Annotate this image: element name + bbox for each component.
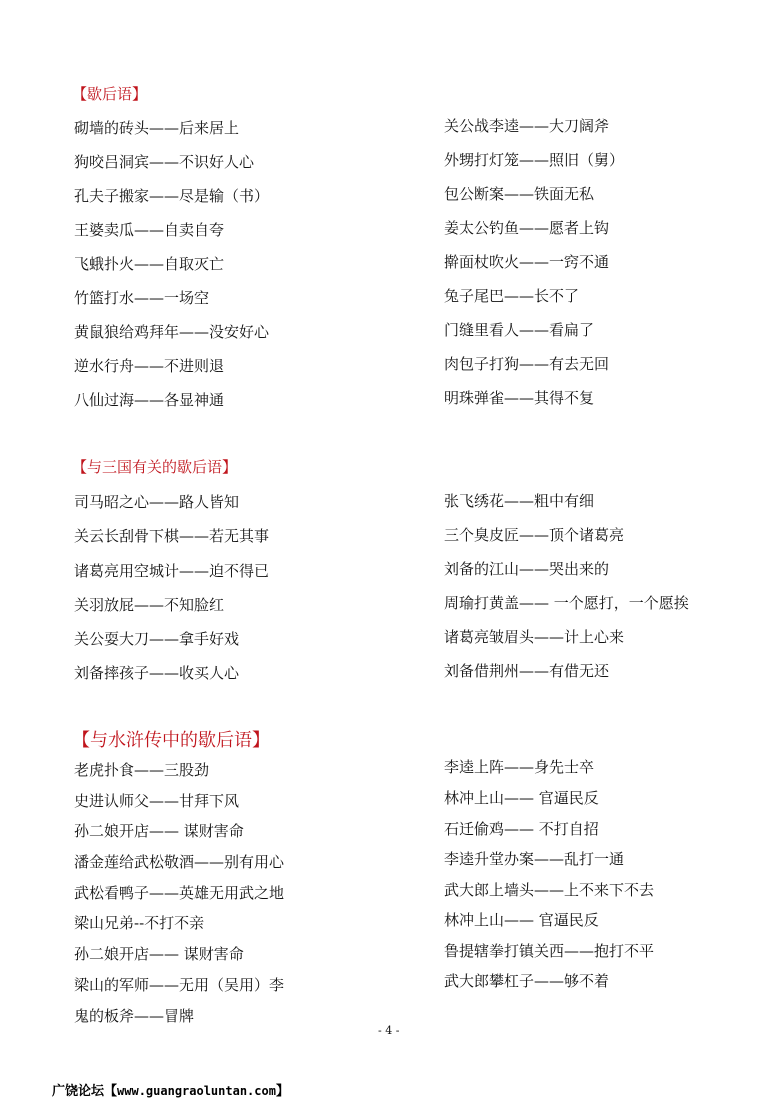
list-item: 诸葛亮用空城计——迫不得已: [74, 562, 270, 580]
list-item: 擀面杖吹火——一窍不通: [444, 253, 610, 271]
list-item: 武大郎上墙头——上不来下不去: [444, 881, 655, 899]
list-item: 黄鼠狼给鸡拜年——没安好心: [74, 323, 270, 341]
list-item: 鲁提辖拳打镇关西——抱打不平: [444, 942, 655, 960]
footer-bracket: 】: [275, 1084, 289, 1099]
list-item: 包公断案——铁面无私: [444, 185, 595, 203]
list-item: 门缝里看人——看扁了: [444, 321, 595, 339]
page-number: - 4 -: [378, 1024, 400, 1037]
list-item: 狗咬吕洞宾——不识好人心: [74, 153, 255, 171]
list-item: 三个臭皮匠——顶个诸葛亮: [444, 526, 625, 544]
list-item: 孙二娘开店—— 谋财害命: [74, 822, 244, 840]
list-item: 外甥打灯笼——照旧（舅）: [444, 151, 625, 169]
list-item: 肉包子打狗——有去无回: [444, 355, 610, 373]
list-item: 砌墙的砖头——后来居上: [74, 119, 240, 137]
list-item: 飞蛾扑火——自取灭亡: [74, 255, 225, 273]
list-item: 关云长刮骨下棋——若无其事: [74, 527, 270, 545]
list-item: 诸葛亮皱眉头——计上心来: [444, 628, 625, 646]
list-item: 逆水行舟——不进则退: [74, 357, 225, 375]
list-item: 孔夫子搬家——尽是输（书）: [74, 187, 270, 205]
list-item: 关公耍大刀——拿手好戏: [74, 630, 240, 648]
list-item: 林冲上山—— 官逼民反: [444, 911, 599, 929]
list-item: 刘备摔孩子——收买人心: [74, 664, 240, 682]
list-item: 李逵升堂办案——乱打一通: [444, 850, 625, 868]
section-heading-xiehouyu: 【歇后语】: [72, 85, 148, 103]
list-item: 武大郎攀杠子——够不着: [444, 972, 610, 990]
footer-url[interactable]: www.guangraoluntan.com: [117, 1084, 276, 1098]
list-item: 周瑜打黄盖—— 一个愿打，一个愿挨: [444, 594, 689, 612]
list-item: 武松看鸭子——英雄无用武之地: [74, 884, 285, 902]
list-item: 兔子尾巴——长不了: [444, 287, 580, 305]
list-item: 梁山兄弟--不打不亲: [74, 914, 205, 932]
list-item: 八仙过海——各显神通: [74, 391, 225, 409]
list-item: 王婆卖瓜——自卖自夸: [74, 221, 225, 239]
list-item: 石迁偷鸡—— 不打自招: [444, 820, 599, 838]
list-item: 竹篮打水——一场空: [74, 289, 210, 307]
list-item: 史进认师父——甘拜下风: [74, 792, 240, 810]
footer: [52, 1083, 289, 1100]
list-item: 姜太公钓鱼——愿者上钩: [444, 219, 610, 237]
list-item: 林冲上山—— 官逼民反: [444, 789, 599, 807]
list-item: 李逵上阵——身先士卒: [444, 758, 595, 776]
list-item: 司马昭之心——路人皆知: [74, 493, 240, 511]
list-item: 明珠弹雀——其得不复: [444, 389, 595, 407]
list-item: 刘备借荆州——有借无还: [444, 662, 610, 680]
list-item: 刘备的江山——哭出来的: [444, 560, 610, 578]
list-item: 鬼的板斧——冒牌: [74, 1007, 195, 1025]
list-item: 张飞绣花——粗中有细: [444, 492, 595, 510]
list-item: 潘金莲给武松敬酒——别有用心: [74, 853, 285, 871]
list-item: 关羽放屁——不知脸红: [74, 596, 225, 614]
section-heading-shuihu: 【与水浒传中的歇后语】: [72, 730, 270, 751]
list-item: 梁山的军师——无用（吴用）李: [74, 976, 285, 994]
list-item: 老虎扑食——三股劲: [74, 761, 210, 779]
list-item: 关公战李逵——大刀阔斧: [444, 117, 610, 135]
footer-site-name: 广饶论坛【: [52, 1084, 118, 1099]
section-heading-sanguo: 【与三国有关的歇后语】: [72, 458, 238, 476]
list-item: 孙二娘开店—— 谋财害命: [74, 945, 244, 963]
